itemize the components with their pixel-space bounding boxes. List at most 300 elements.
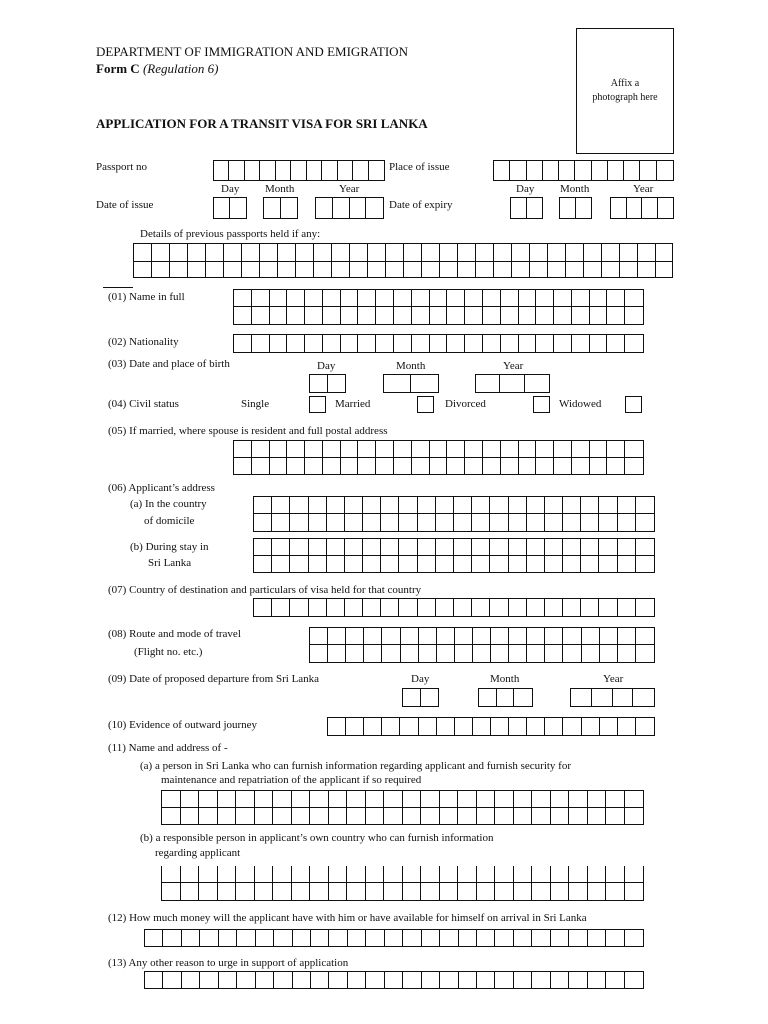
character-cell[interactable] xyxy=(625,290,643,307)
character-cell[interactable] xyxy=(272,556,290,573)
character-cell[interactable] xyxy=(440,791,459,808)
character-cell[interactable] xyxy=(514,689,532,706)
character-cell[interactable] xyxy=(563,718,581,735)
money-available-field[interactable] xyxy=(144,929,644,947)
character-cell[interactable] xyxy=(273,791,292,808)
character-cell[interactable] xyxy=(483,335,501,352)
character-cell[interactable] xyxy=(345,514,363,531)
character-cell[interactable] xyxy=(569,866,588,883)
character-cell[interactable] xyxy=(366,791,385,808)
character-cell[interactable] xyxy=(640,161,656,180)
character-cell[interactable] xyxy=(384,375,411,392)
character-cell[interactable] xyxy=(394,441,412,458)
character-cell[interactable] xyxy=(419,718,437,735)
character-cell[interactable] xyxy=(472,599,490,616)
character-cell[interactable] xyxy=(346,645,364,662)
character-cell[interactable] xyxy=(447,458,465,475)
widowed-checkbox[interactable] xyxy=(625,396,642,413)
character-cell[interactable] xyxy=(569,930,587,946)
character-cell[interactable] xyxy=(252,458,270,475)
character-cell[interactable] xyxy=(403,791,422,808)
character-cell[interactable] xyxy=(483,458,501,475)
character-cell[interactable] xyxy=(366,808,385,825)
character-cell[interactable] xyxy=(422,930,440,946)
character-cell[interactable] xyxy=(382,718,400,735)
character-cell[interactable] xyxy=(237,930,255,946)
character-cell[interactable] xyxy=(327,556,345,573)
character-cell[interactable] xyxy=(327,514,345,531)
character-cell[interactable] xyxy=(440,866,459,883)
character-cell[interactable] xyxy=(430,290,448,307)
character-cell[interactable] xyxy=(440,930,458,946)
character-cell[interactable] xyxy=(501,335,519,352)
character-cell[interactable] xyxy=(509,628,527,645)
character-cell[interactable] xyxy=(590,441,608,458)
character-cell[interactable] xyxy=(199,883,218,900)
other-reasons-field[interactable] xyxy=(144,971,644,989)
character-cell[interactable] xyxy=(385,930,403,946)
character-cell[interactable] xyxy=(363,599,381,616)
character-cell[interactable] xyxy=(581,599,599,616)
character-cell[interactable] xyxy=(430,441,448,458)
character-cell[interactable] xyxy=(418,497,436,514)
married-checkbox[interactable] xyxy=(417,396,434,413)
character-cell[interactable] xyxy=(347,791,366,808)
character-cell[interactable] xyxy=(290,514,308,531)
expiry-month-field[interactable] xyxy=(559,197,592,219)
character-cell[interactable] xyxy=(309,599,327,616)
character-cell[interactable] xyxy=(270,290,288,307)
character-cell[interactable] xyxy=(419,628,437,645)
character-cell[interactable] xyxy=(575,161,591,180)
character-cell[interactable] xyxy=(588,883,607,900)
character-cell[interactable] xyxy=(311,930,329,946)
character-cell[interactable] xyxy=(219,972,237,988)
character-cell[interactable] xyxy=(501,458,519,475)
character-cell[interactable] xyxy=(181,791,200,808)
character-cell[interactable] xyxy=(625,458,643,475)
character-cell[interactable] xyxy=(473,718,491,735)
character-cell[interactable] xyxy=(465,307,483,324)
character-cell[interactable] xyxy=(394,307,412,324)
character-cell[interactable] xyxy=(199,866,218,883)
character-cell[interactable] xyxy=(291,161,306,180)
character-cell[interactable] xyxy=(455,718,473,735)
character-cell[interactable] xyxy=(509,599,527,616)
character-cell[interactable] xyxy=(430,335,448,352)
character-cell[interactable] xyxy=(509,539,527,556)
character-cell[interactable] xyxy=(323,307,341,324)
character-cell[interactable] xyxy=(394,335,412,352)
character-cell[interactable] xyxy=(545,628,563,645)
departure-year-field[interactable] xyxy=(570,688,655,707)
character-cell[interactable] xyxy=(162,883,181,900)
character-cell[interactable] xyxy=(624,161,640,180)
character-cell[interactable] xyxy=(582,645,600,662)
character-cell[interactable] xyxy=(514,808,533,825)
character-cell[interactable] xyxy=(412,441,430,458)
character-cell[interactable] xyxy=(495,930,513,946)
character-cell[interactable] xyxy=(341,307,359,324)
route-travel-field[interactable] xyxy=(309,627,655,663)
character-cell[interactable] xyxy=(636,497,654,514)
character-cell[interactable] xyxy=(273,808,292,825)
character-cell[interactable] xyxy=(245,161,260,180)
character-cell[interactable] xyxy=(525,375,549,392)
character-cell[interactable] xyxy=(290,497,308,514)
character-cell[interactable] xyxy=(181,883,200,900)
character-cell[interactable] xyxy=(328,628,346,645)
character-cell[interactable] xyxy=(256,972,274,988)
character-cell[interactable] xyxy=(309,497,327,514)
character-cell[interactable] xyxy=(563,645,581,662)
character-cell[interactable] xyxy=(477,866,496,883)
character-cell[interactable] xyxy=(292,866,311,883)
character-cell[interactable] xyxy=(440,808,459,825)
character-cell[interactable] xyxy=(606,866,625,883)
character-cell[interactable] xyxy=(381,514,399,531)
full-name-field[interactable] xyxy=(233,289,644,325)
character-cell[interactable] xyxy=(554,307,572,324)
character-cell[interactable] xyxy=(218,866,237,883)
character-cell[interactable] xyxy=(270,441,288,458)
character-cell[interactable] xyxy=(411,375,438,392)
character-cell[interactable] xyxy=(600,645,618,662)
character-cell[interactable] xyxy=(501,441,519,458)
character-cell[interactable] xyxy=(181,866,200,883)
character-cell[interactable] xyxy=(500,375,524,392)
character-cell[interactable] xyxy=(581,497,599,514)
character-cell[interactable] xyxy=(403,866,422,883)
character-cell[interactable] xyxy=(590,335,608,352)
character-cell[interactable] xyxy=(437,628,455,645)
character-cell[interactable] xyxy=(234,335,252,352)
character-cell[interactable] xyxy=(376,335,394,352)
character-cell[interactable] xyxy=(255,866,274,883)
character-cell[interactable] xyxy=(483,441,501,458)
character-cell[interactable] xyxy=(532,972,550,988)
character-cell[interactable] xyxy=(592,161,608,180)
character-cell[interactable] xyxy=(310,375,328,392)
character-cell[interactable] xyxy=(625,972,643,988)
character-cell[interactable] xyxy=(519,335,537,352)
character-cell[interactable] xyxy=(554,441,572,458)
character-cell[interactable] xyxy=(347,866,366,883)
character-cell[interactable] xyxy=(381,497,399,514)
character-cell[interactable] xyxy=(366,930,384,946)
character-cell[interactable] xyxy=(305,290,323,307)
character-cell[interactable] xyxy=(363,514,381,531)
character-cell[interactable] xyxy=(436,556,454,573)
character-cell[interactable] xyxy=(572,441,590,458)
character-cell[interactable] xyxy=(618,514,636,531)
character-cell[interactable] xyxy=(264,198,281,218)
character-cell[interactable] xyxy=(527,497,545,514)
expiry-year-field[interactable] xyxy=(610,197,674,219)
character-cell[interactable] xyxy=(341,458,359,475)
character-cell[interactable] xyxy=(254,599,272,616)
character-cell[interactable] xyxy=(618,628,636,645)
issue-day-field[interactable] xyxy=(213,197,247,219)
character-cell[interactable] xyxy=(394,290,412,307)
character-cell[interactable] xyxy=(323,290,341,307)
character-cell[interactable] xyxy=(273,866,292,883)
character-cell[interactable] xyxy=(234,441,252,458)
character-cell[interactable] xyxy=(455,645,473,662)
character-cell[interactable] xyxy=(599,599,617,616)
character-cell[interactable] xyxy=(491,628,509,645)
character-cell[interactable] xyxy=(363,497,381,514)
character-cell[interactable] xyxy=(636,556,654,573)
character-cell[interactable] xyxy=(421,883,440,900)
character-cell[interactable] xyxy=(255,808,274,825)
character-cell[interactable] xyxy=(532,791,551,808)
character-cell[interactable] xyxy=(625,335,643,352)
character-cell[interactable] xyxy=(563,599,581,616)
character-cell[interactable] xyxy=(509,645,527,662)
character-cell[interactable] xyxy=(527,539,545,556)
character-cell[interactable] xyxy=(545,514,563,531)
character-cell[interactable] xyxy=(328,645,346,662)
character-cell[interactable] xyxy=(256,930,274,946)
character-cell[interactable] xyxy=(338,161,353,180)
character-cell[interactable] xyxy=(571,689,592,706)
character-cell[interactable] xyxy=(366,972,384,988)
character-cell[interactable] xyxy=(569,808,588,825)
character-cell[interactable] xyxy=(376,441,394,458)
character-cell[interactable] xyxy=(479,689,497,706)
character-cell[interactable] xyxy=(458,808,477,825)
character-cell[interactable] xyxy=(607,307,625,324)
character-cell[interactable] xyxy=(310,808,329,825)
character-cell[interactable] xyxy=(625,441,643,458)
character-cell[interactable] xyxy=(230,198,246,218)
birth-month-field[interactable] xyxy=(383,374,439,393)
character-cell[interactable] xyxy=(636,718,654,735)
character-cell[interactable] xyxy=(618,645,636,662)
character-cell[interactable] xyxy=(273,883,292,900)
character-cell[interactable] xyxy=(465,441,483,458)
character-cell[interactable] xyxy=(532,866,551,883)
character-cell[interactable] xyxy=(588,930,606,946)
character-cell[interactable] xyxy=(501,307,519,324)
character-cell[interactable] xyxy=(543,161,559,180)
character-cell[interactable] xyxy=(310,628,328,645)
character-cell[interactable] xyxy=(473,645,491,662)
character-cell[interactable] xyxy=(403,808,422,825)
character-cell[interactable] xyxy=(581,514,599,531)
character-cell[interactable] xyxy=(366,866,385,883)
character-cell[interactable] xyxy=(458,866,477,883)
character-cell[interactable] xyxy=(495,883,514,900)
character-cell[interactable] xyxy=(636,539,654,556)
character-cell[interactable] xyxy=(618,718,636,735)
character-cell[interactable] xyxy=(237,972,255,988)
character-cell[interactable] xyxy=(636,645,654,662)
character-cell[interactable] xyxy=(588,972,606,988)
character-cell[interactable] xyxy=(560,198,576,218)
character-cell[interactable] xyxy=(536,441,554,458)
character-cell[interactable] xyxy=(545,556,563,573)
character-cell[interactable] xyxy=(477,791,496,808)
character-cell[interactable] xyxy=(421,791,440,808)
character-cell[interactable] xyxy=(588,808,607,825)
character-cell[interactable] xyxy=(218,791,237,808)
character-cell[interactable] xyxy=(412,290,430,307)
character-cell[interactable] xyxy=(376,458,394,475)
character-cell[interactable] xyxy=(260,161,275,180)
character-cell[interactable] xyxy=(447,290,465,307)
character-cell[interactable] xyxy=(459,972,477,988)
character-cell[interactable] xyxy=(532,808,551,825)
character-cell[interactable] xyxy=(592,689,613,706)
character-cell[interactable] xyxy=(310,791,329,808)
character-cell[interactable] xyxy=(625,808,644,825)
character-cell[interactable] xyxy=(599,497,617,514)
character-cell[interactable] xyxy=(588,866,607,883)
character-cell[interactable] xyxy=(454,556,472,573)
character-cell[interactable] xyxy=(625,866,644,883)
character-cell[interactable] xyxy=(421,689,439,706)
character-cell[interactable] xyxy=(333,198,350,218)
outward-journey-field[interactable] xyxy=(327,717,655,736)
character-cell[interactable] xyxy=(307,161,322,180)
character-cell[interactable] xyxy=(545,718,563,735)
character-cell[interactable] xyxy=(270,458,288,475)
character-cell[interactable] xyxy=(358,290,376,307)
character-cell[interactable] xyxy=(454,514,472,531)
birth-day-field[interactable] xyxy=(309,374,346,393)
character-cell[interactable] xyxy=(403,689,421,706)
character-cell[interactable] xyxy=(254,539,272,556)
character-cell[interactable] xyxy=(234,458,252,475)
character-cell[interactable] xyxy=(200,972,218,988)
character-cell[interactable] xyxy=(364,628,382,645)
character-cell[interactable] xyxy=(384,808,403,825)
character-cell[interactable] xyxy=(323,441,341,458)
character-cell[interactable] xyxy=(412,458,430,475)
character-cell[interactable] xyxy=(418,514,436,531)
character-cell[interactable] xyxy=(527,628,545,645)
character-cell[interactable] xyxy=(403,972,421,988)
character-cell[interactable] xyxy=(345,599,363,616)
character-cell[interactable] xyxy=(606,972,624,988)
character-cell[interactable] xyxy=(229,161,244,180)
place-of-issue-field[interactable] xyxy=(493,160,674,181)
character-cell[interactable] xyxy=(454,497,472,514)
character-cell[interactable] xyxy=(545,497,563,514)
character-cell[interactable] xyxy=(514,791,533,808)
character-cell[interactable] xyxy=(382,645,400,662)
character-cell[interactable] xyxy=(436,599,454,616)
character-cell[interactable] xyxy=(551,791,570,808)
character-cell[interactable] xyxy=(323,335,341,352)
character-cell[interactable] xyxy=(329,930,347,946)
passport-no-field[interactable] xyxy=(213,160,385,181)
character-cell[interactable] xyxy=(399,539,417,556)
character-cell[interactable] xyxy=(495,791,514,808)
character-cell[interactable] xyxy=(590,307,608,324)
character-cell[interactable] xyxy=(145,972,163,988)
character-cell[interactable] xyxy=(345,556,363,573)
character-cell[interactable] xyxy=(459,930,477,946)
character-cell[interactable] xyxy=(287,335,305,352)
character-cell[interactable] xyxy=(509,497,527,514)
character-cell[interactable] xyxy=(551,883,570,900)
character-cell[interactable] xyxy=(509,514,527,531)
character-cell[interactable] xyxy=(400,718,418,735)
character-cell[interactable] xyxy=(272,497,290,514)
character-cell[interactable] xyxy=(642,198,658,218)
character-cell[interactable] xyxy=(234,307,252,324)
character-cell[interactable] xyxy=(494,161,510,180)
character-cell[interactable] xyxy=(545,539,563,556)
character-cell[interactable] xyxy=(618,497,636,514)
character-cell[interactable] xyxy=(329,808,348,825)
issue-year-field[interactable] xyxy=(315,197,384,219)
character-cell[interactable] xyxy=(436,539,454,556)
sri-lanka-contact-field[interactable] xyxy=(161,790,644,825)
character-cell[interactable] xyxy=(384,866,403,883)
character-cell[interactable] xyxy=(381,539,399,556)
character-cell[interactable] xyxy=(363,539,381,556)
character-cell[interactable] xyxy=(252,441,270,458)
character-cell[interactable] xyxy=(358,307,376,324)
character-cell[interactable] xyxy=(382,628,400,645)
character-cell[interactable] xyxy=(440,972,458,988)
character-cell[interactable] xyxy=(358,441,376,458)
character-cell[interactable] xyxy=(327,539,345,556)
character-cell[interactable] xyxy=(346,718,364,735)
character-cell[interactable] xyxy=(519,441,537,458)
character-cell[interactable] xyxy=(495,972,513,988)
domicile-address-field[interactable] xyxy=(253,496,655,532)
character-cell[interactable] xyxy=(274,972,292,988)
character-cell[interactable] xyxy=(581,556,599,573)
character-cell[interactable] xyxy=(563,514,581,531)
character-cell[interactable] xyxy=(477,930,495,946)
character-cell[interactable] xyxy=(536,335,554,352)
character-cell[interactable] xyxy=(582,718,600,735)
character-cell[interactable] xyxy=(527,718,545,735)
character-cell[interactable] xyxy=(341,335,359,352)
character-cell[interactable] xyxy=(509,718,527,735)
character-cell[interactable] xyxy=(633,689,654,706)
character-cell[interactable] xyxy=(236,883,255,900)
character-cell[interactable] xyxy=(384,791,403,808)
character-cell[interactable] xyxy=(606,808,625,825)
character-cell[interactable] xyxy=(437,718,455,735)
character-cell[interactable] xyxy=(607,441,625,458)
character-cell[interactable] xyxy=(399,514,417,531)
character-cell[interactable] xyxy=(657,161,673,180)
character-cell[interactable] xyxy=(214,161,229,180)
character-cell[interactable] xyxy=(536,307,554,324)
character-cell[interactable] xyxy=(163,930,181,946)
character-cell[interactable] xyxy=(394,458,412,475)
character-cell[interactable] xyxy=(551,866,570,883)
character-cell[interactable] xyxy=(509,556,527,573)
character-cell[interactable] xyxy=(454,599,472,616)
character-cell[interactable] xyxy=(532,883,551,900)
character-cell[interactable] xyxy=(477,972,495,988)
character-cell[interactable] xyxy=(363,556,381,573)
character-cell[interactable] xyxy=(527,161,543,180)
character-cell[interactable] xyxy=(323,458,341,475)
character-cell[interactable] xyxy=(514,866,533,883)
character-cell[interactable] xyxy=(385,972,403,988)
character-cell[interactable] xyxy=(607,290,625,307)
